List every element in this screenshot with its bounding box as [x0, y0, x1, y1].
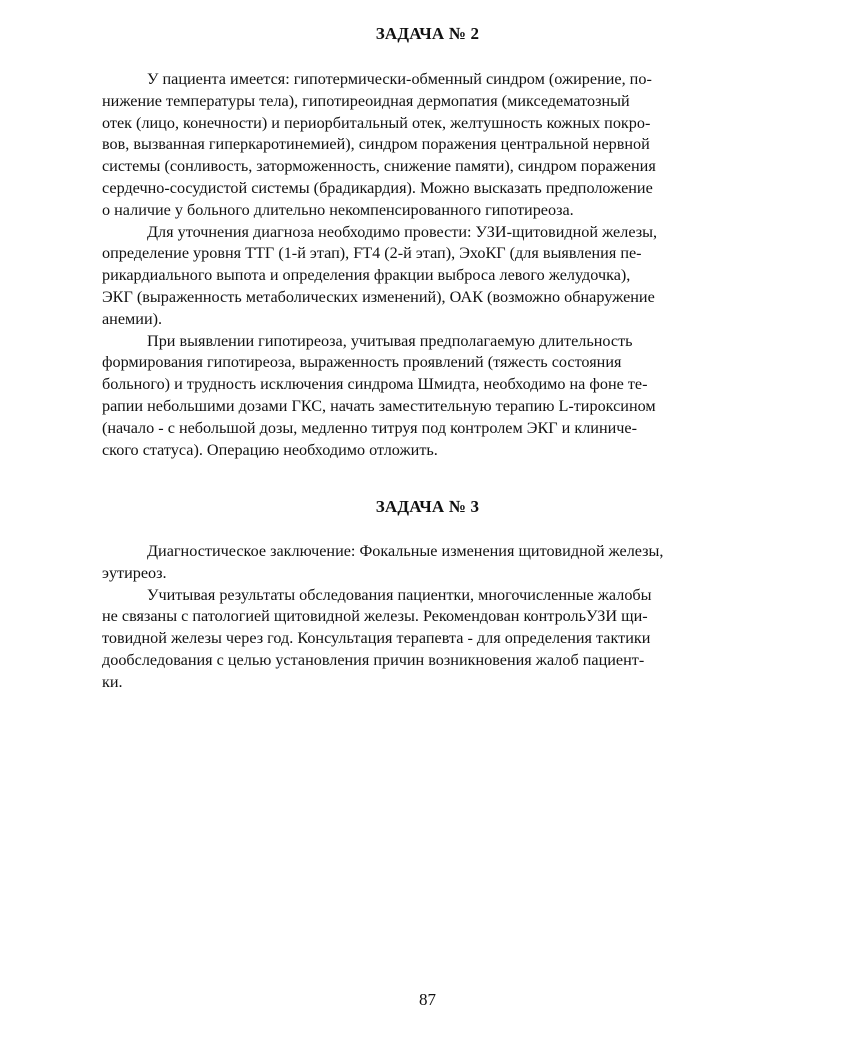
- task-2-paragraph-1: У пациента имеется: гипотермически-обменный синдром (ожирение, по- нижение температуры тела), гипотиреоидная дермопатия (микседематозный отек (лицо, конечности) и периорбитальный отек, желтушность кожных покро- вов, вызванная гиперкаротинемией), синдром поражения центральной нервной системы (сонливость, заторможенность, снижение памяти), синдром поражения сердечно-сосудистой системы (брадикардия). Можно высказать предположение о наличие у больного длительно некомпенсированного гипотиреоза.: [102, 70, 656, 219]
- task-2-paragraph-3: При выявлении гипотиреоза, учитывая предполагаемую длительность формирования гипотиреоза, выраженность проявлений (тяжесть состояния больного) и трудность исключения синдрома Шмидта, необходимо на фоне те- рапии небольшими дозами ГКС, начать заместительную терапию L-тироксином (начало - с небольшой дозы, медленно титруя под контролем ЭКГ и клиниче- ского статуса). Операцию необходимо отложить.: [102, 331, 656, 459]
- task-3-body: [102, 541, 758, 694]
- task-3-paragraph-2: Учитывая результаты обследования пациентки, многочисленные жалобы не связаны с патологией щитовидной железы. Рекомендован контрольУЗИ щи- товидной железы через год. Консультация терапевта - для определения тактики дообследования с целью установления причин возникновения жалоб пациент- ки.: [102, 585, 652, 691]
- task-2-title: ЗАДАЧА № 2: [375, 24, 480, 43]
- task-2-body: [102, 69, 758, 461]
- page-number: 87: [419, 990, 436, 1009]
- task-2-paragraph-2: Для уточнения диагноза необходимо провести: УЗИ-щитовидной железы, определение уровня ТТГ (1-й этап), FT4 (2-й этап), ЭхоКГ (для выявления пе- рикардиального выпота и определения фракции выброса левого желудочка), ЭКГ (выраженность метаболических изменений), ОАК (возможно обнаружение анемии).: [102, 222, 658, 328]
- task-3-paragraph-1: Диагностическое заключение: Фокальные изменения щитовидной железы, эутиреоз.: [102, 542, 664, 582]
- task-3-title: ЗАДАЧА № 3: [375, 497, 480, 516]
